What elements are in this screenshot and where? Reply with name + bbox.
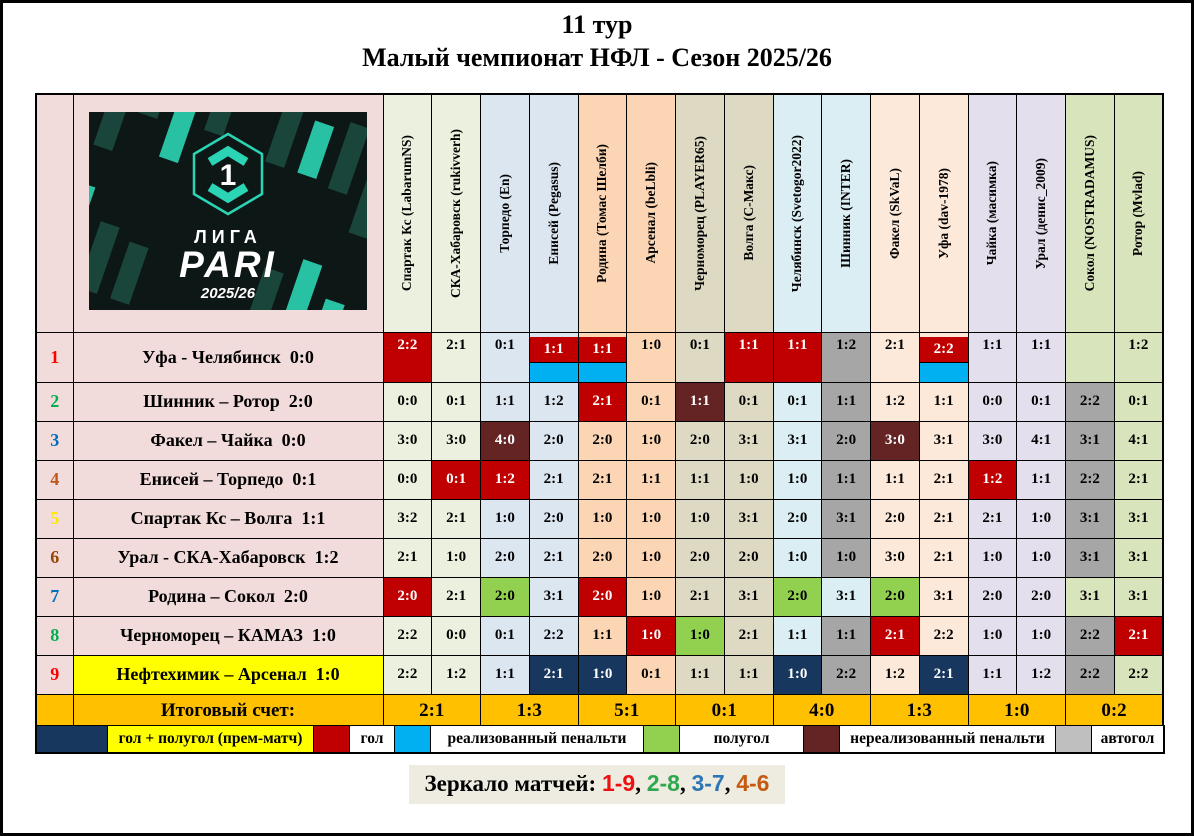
goal-label: гол [349, 726, 394, 752]
score-cell [919, 332, 968, 382]
score-cell: 1:0 [578, 655, 627, 694]
match-row [36, 499, 1163, 538]
score-cell: 2:1 [432, 577, 481, 616]
score-cell: 1:0 [627, 332, 676, 382]
prem-match-label: гол + полугол (прем-матч) [107, 726, 313, 752]
score-cell: 1:0 [1017, 499, 1066, 538]
score-cell: 1:0 [627, 421, 676, 460]
score-cell: 1:2 [968, 460, 1017, 499]
score-cell: 4:1 [1114, 421, 1163, 460]
goal-part: 1:1 [530, 337, 578, 362]
mirror-note [3, 765, 1191, 804]
score-cell: 2:1 [871, 616, 920, 655]
score-cell: 1:1 [822, 616, 871, 655]
match-number: 9 [36, 655, 73, 694]
score-cell: 1:0 [1017, 616, 1066, 655]
score-cell: 1:1 [822, 460, 871, 499]
score-cell: 2:1 [919, 538, 968, 577]
player-name: Черноморец (PLAYER65) [691, 135, 707, 291]
score-cell: 1:1 [676, 655, 725, 694]
score-cell: 2:0 [529, 499, 578, 538]
score-cell: 2:0 [676, 421, 725, 460]
score-cell: 3:1 [773, 421, 822, 460]
match-row [36, 460, 1163, 499]
player-name: Сокол (NOSTRADAMUS) [1081, 135, 1097, 292]
total-score-value: 4:0 [773, 694, 871, 728]
match-label: Родина – Сокол 2:0 [73, 577, 383, 616]
match-row [36, 332, 1163, 382]
score-cell: 2:0 [822, 421, 871, 460]
penalty-part [579, 362, 627, 382]
score-cell: 0:1 [1017, 382, 1066, 421]
score-cell: 2:1 [432, 332, 481, 382]
score-cell: 1:0 [1017, 538, 1066, 577]
mirror-note-box [409, 765, 786, 804]
score-cell: 1:0 [627, 499, 676, 538]
mirror-pair: 4-6 [736, 770, 770, 796]
score-cell: 2:2 [1066, 382, 1115, 421]
total-score-value: 1:0 [968, 694, 1066, 728]
score-cell: 2:0 [773, 499, 822, 538]
score-cell: 1:2 [871, 655, 920, 694]
score-cell: 1:2 [481, 460, 530, 499]
score-cell: 3:1 [1066, 421, 1115, 460]
score-cell: 1:1 [822, 382, 871, 421]
player-name: Уфа (dav-1978) [935, 167, 951, 259]
score-cell: 2:0 [773, 577, 822, 616]
total-score-value: 1:3 [481, 694, 579, 728]
score-cell: 2:2 [1066, 655, 1115, 694]
score-cell: 1:1 [773, 616, 822, 655]
score-cell: 2:2 [383, 332, 432, 382]
footer-blank-cell [36, 694, 73, 728]
mirror-label: Зеркало матчей: [424, 771, 597, 796]
score-cell: 2:2 [919, 616, 968, 655]
score-cell: 3:1 [1114, 499, 1163, 538]
match-number: 8 [36, 616, 73, 655]
mirror-separator: , [635, 771, 647, 796]
score-cell: 2:1 [529, 655, 578, 694]
player-column-header [481, 94, 530, 332]
player-column-header [627, 94, 676, 332]
player-name: Торпедо (En) [496, 173, 512, 253]
autogoal-label: автогол [1091, 726, 1163, 752]
score-cell: 3:0 [871, 421, 920, 460]
score-cell: 1:1 [968, 655, 1017, 694]
score-cell: 2:0 [578, 538, 627, 577]
score-cell: 1:1 [1017, 460, 1066, 499]
score-cell: 2:0 [578, 577, 627, 616]
page-title [3, 9, 1191, 74]
match-number: 4 [36, 460, 73, 499]
score-cell: 1:0 [773, 538, 822, 577]
match-number: 7 [36, 577, 73, 616]
score-cell: 3:1 [1114, 577, 1163, 616]
score-cell: 3:1 [1114, 538, 1163, 577]
player-name: Спартак Кс (LabarumNS) [399, 135, 415, 292]
player-column-header [919, 94, 968, 332]
score-cell: 2:0 [968, 577, 1017, 616]
score-cell: 1:1 [871, 460, 920, 499]
score-cell: 4:1 [1017, 421, 1066, 460]
score-cell: 3:0 [871, 538, 920, 577]
score-cell: 1:0 [724, 460, 773, 499]
score-cell: 1:1 [1017, 332, 1066, 382]
player-column-header [773, 94, 822, 332]
player-column-header [1066, 94, 1115, 332]
score-cell: 1:2 [1114, 332, 1163, 382]
score-cell: 2:1 [529, 538, 578, 577]
total-score-value: 2:1 [383, 694, 481, 728]
halfgoal-swatch [643, 726, 679, 752]
score-cell: 2:1 [724, 616, 773, 655]
score-cell: 1:0 [773, 460, 822, 499]
match-row [36, 382, 1163, 421]
score-cell: 0:0 [383, 382, 432, 421]
score-cell: 2:1 [529, 460, 578, 499]
player-name: Шинник (INTER) [838, 158, 854, 268]
mirror-pair: 2-8 [646, 770, 680, 796]
score-cell: 4:0 [481, 421, 530, 460]
score-cell: 2:0 [383, 577, 432, 616]
score-cell: 1:1 [676, 382, 725, 421]
score-cell: 2:1 [1114, 616, 1163, 655]
penalty-part [530, 362, 578, 382]
score-cell: 2:1 [578, 460, 627, 499]
mirror-separator: , [724, 771, 737, 796]
total-score-row [36, 694, 1163, 728]
total-score-value: 5:1 [578, 694, 676, 728]
score-cell: 3:1 [1066, 577, 1115, 616]
match-label: Шинник – Ротор 2:0 [73, 382, 383, 421]
logo-season: 2025/26 [200, 284, 256, 302]
score-cell: 1:0 [432, 538, 481, 577]
score-cell: 1:2 [822, 332, 871, 382]
score-cell: 2:0 [481, 538, 530, 577]
match-row [36, 655, 1163, 694]
match-row [36, 616, 1163, 655]
score-cell: 0:1 [1114, 382, 1163, 421]
prem-match-swatch [37, 726, 107, 752]
match-number: 3 [36, 421, 73, 460]
player-column-header [1017, 94, 1066, 332]
player-column-header [822, 94, 871, 332]
score-cell: 0:1 [432, 382, 481, 421]
player-column-header [432, 94, 481, 332]
match-row [36, 538, 1163, 577]
score-cell: 1:1 [919, 382, 968, 421]
score-cell: 1:1 [481, 382, 530, 421]
score-cell: 2:0 [578, 421, 627, 460]
score-cell: 1:0 [773, 655, 822, 694]
score-cell: 0:1 [724, 382, 773, 421]
predictions-table [35, 93, 1164, 729]
score-cell: 1:0 [676, 616, 725, 655]
player-name: Челябинск (Svetogor2022) [789, 134, 805, 292]
player-name: Ротор (Mvlad) [1130, 170, 1146, 256]
season-title: Малый чемпионат НФЛ - Сезон 2025/26 [362, 42, 832, 72]
total-score-label: Итоговый счет: [73, 694, 383, 728]
mirror-pairs [596, 770, 770, 796]
score-cell: 2:1 [1114, 460, 1163, 499]
score-cell: 2:0 [529, 421, 578, 460]
player-column-header [383, 94, 432, 332]
score-cell: 3:2 [383, 499, 432, 538]
score-cell: 2:0 [1017, 577, 1066, 616]
score-cell: 2:2 [1066, 460, 1115, 499]
player-name: Урал (денис_2009) [1033, 157, 1049, 269]
score-cell: 0:0 [968, 382, 1017, 421]
goal-part: 1:1 [579, 337, 627, 362]
player-column-header [968, 94, 1017, 332]
match-number: 2 [36, 382, 73, 421]
mirror-pair: 3-7 [691, 770, 725, 796]
logo-league: ЛИГА [194, 226, 262, 247]
score-cell: 2:1 [968, 499, 1017, 538]
score-cell: 1:2 [432, 655, 481, 694]
match-number: 6 [36, 538, 73, 577]
score-cell: 3:0 [432, 421, 481, 460]
score-cell: 2:2 [1114, 655, 1163, 694]
penalty-scored-label: реализованный пенальти [430, 726, 643, 752]
match-row [36, 577, 1163, 616]
player-column-header [578, 94, 627, 332]
score-cell [1066, 332, 1115, 382]
round-title: 11 тур [561, 10, 633, 39]
score-cell: 1:0 [627, 577, 676, 616]
score-cell: 2:1 [432, 499, 481, 538]
match-number: 1 [36, 332, 73, 382]
score-cell: 1:1 [627, 460, 676, 499]
score-cell: 0:1 [676, 332, 725, 382]
match-label: Уфа - Челябинск 0:0 [73, 332, 383, 382]
mirror-pair: 1-9 [601, 770, 636, 796]
score-cell: 1:0 [822, 538, 871, 577]
score-cell: 0:1 [627, 655, 676, 694]
halfgoal-label: полугол [679, 726, 803, 752]
total-score-value: 0:2 [1066, 694, 1164, 728]
match-label: Факел – Чайка 0:0 [73, 421, 383, 460]
score-cell: 0:1 [627, 382, 676, 421]
score-cell: 2:1 [578, 382, 627, 421]
match-label: Спартак Кс – Волга 1:1 [73, 499, 383, 538]
score-cell: 1:2 [529, 382, 578, 421]
match-label: Енисей – Торпедо 0:1 [73, 460, 383, 499]
player-name: Чайка (масимка) [984, 161, 1000, 266]
total-score-value: 1:3 [871, 694, 969, 728]
player-name: СКА-Хабаровск (rukivverh) [448, 128, 464, 298]
score-cell: 1:1 [676, 460, 725, 499]
score-cell: 3:0 [968, 421, 1017, 460]
score-cell: 2:0 [724, 538, 773, 577]
score-cell: 3:1 [1066, 499, 1115, 538]
score-cell: 2:0 [481, 577, 530, 616]
autogoal-swatch [1055, 726, 1091, 752]
score-cell: 1:0 [481, 499, 530, 538]
penalty-missed-swatch [803, 726, 839, 752]
score-cell: 2:0 [871, 577, 920, 616]
score-cell: 1:2 [871, 382, 920, 421]
score-cell: 2:1 [383, 538, 432, 577]
score-cell: 0:1 [432, 460, 481, 499]
score-cell: 3:1 [724, 577, 773, 616]
score-cell: 2:0 [871, 499, 920, 538]
score-cell: 3:0 [383, 421, 432, 460]
league-logo-cell [73, 94, 383, 332]
player-name: Енисей (Pegasus) [545, 161, 561, 265]
total-score-value: 0:1 [676, 694, 774, 728]
score-cell: 0:1 [481, 332, 530, 382]
score-cell: 1:0 [627, 538, 676, 577]
score-cell: 3:1 [822, 499, 871, 538]
score-cell: 3:1 [724, 421, 773, 460]
score-cell: 1:1 [724, 332, 773, 382]
mirror-separator: , [679, 771, 692, 796]
score-cell: 0:0 [383, 460, 432, 499]
score-cell: 3:1 [1066, 538, 1115, 577]
score-cell: 1:0 [627, 616, 676, 655]
score-cell: 3:1 [919, 421, 968, 460]
header-row [36, 94, 1163, 332]
player-name: Арсенал (beLbli) [643, 162, 659, 264]
score-cell: 1:2 [1017, 655, 1066, 694]
score-cell: 0:1 [773, 382, 822, 421]
score-cell: 1:1 [724, 655, 773, 694]
score-cell: 2:1 [919, 655, 968, 694]
player-column-header [724, 94, 773, 332]
league-logo [89, 112, 367, 310]
score-cell: 2:0 [676, 538, 725, 577]
score-cell: 0:0 [432, 616, 481, 655]
player-name: Родина (Томас Шелби) [594, 143, 610, 283]
score-cell: 3:1 [822, 577, 871, 616]
penalty-missed-label: нереализованный пенальти [839, 726, 1055, 752]
match-label: Черноморец – КАМАЗ 1:0 [73, 616, 383, 655]
score-cell: 1:0 [578, 499, 627, 538]
corner-cell [36, 94, 73, 332]
score-cell: 1:1 [773, 332, 822, 382]
match-label: Урал - СКА-Хабаровск 1:2 [73, 538, 383, 577]
player-column-header [676, 94, 725, 332]
player-column-header [1114, 94, 1163, 332]
penalty-scored-swatch [394, 726, 430, 752]
player-column-header [529, 94, 578, 332]
score-cell: 1:1 [481, 655, 530, 694]
score-cell: 2:2 [383, 655, 432, 694]
score-cell: 1:1 [968, 332, 1017, 382]
score-cell: 1:0 [968, 616, 1017, 655]
score-cell: 2:1 [676, 577, 725, 616]
match-label: Нефтехимик – Арсенал 1:0 [73, 655, 383, 694]
goal-part: 2:2 [920, 337, 968, 362]
score-cell [529, 332, 578, 382]
score-cell: 1:0 [676, 499, 725, 538]
match-row [36, 421, 1163, 460]
score-cell: 2:2 [1066, 616, 1115, 655]
logo-brand: PARI [179, 243, 277, 285]
legend [35, 725, 1165, 754]
score-cell: 2:2 [822, 655, 871, 694]
match-number: 5 [36, 499, 73, 538]
score-cell: 3:1 [919, 577, 968, 616]
score-cell: 3:1 [529, 577, 578, 616]
player-column-header [871, 94, 920, 332]
penalty-part [920, 362, 968, 382]
score-cell: 1:1 [578, 616, 627, 655]
score-cell: 1:0 [968, 538, 1017, 577]
score-cell: 3:1 [724, 499, 773, 538]
score-cell: 2:2 [383, 616, 432, 655]
score-cell [578, 332, 627, 382]
player-name: Факел (SkVaL) [886, 167, 902, 259]
score-cell: 2:2 [529, 616, 578, 655]
player-name: Волга (С-Макс) [740, 165, 756, 262]
score-cell: 2:1 [919, 460, 968, 499]
score-cell: 2:1 [919, 499, 968, 538]
score-cell: 0:1 [481, 616, 530, 655]
logo-number: 1 [219, 158, 237, 192]
goal-swatch [313, 726, 349, 752]
score-cell: 2:1 [871, 332, 920, 382]
